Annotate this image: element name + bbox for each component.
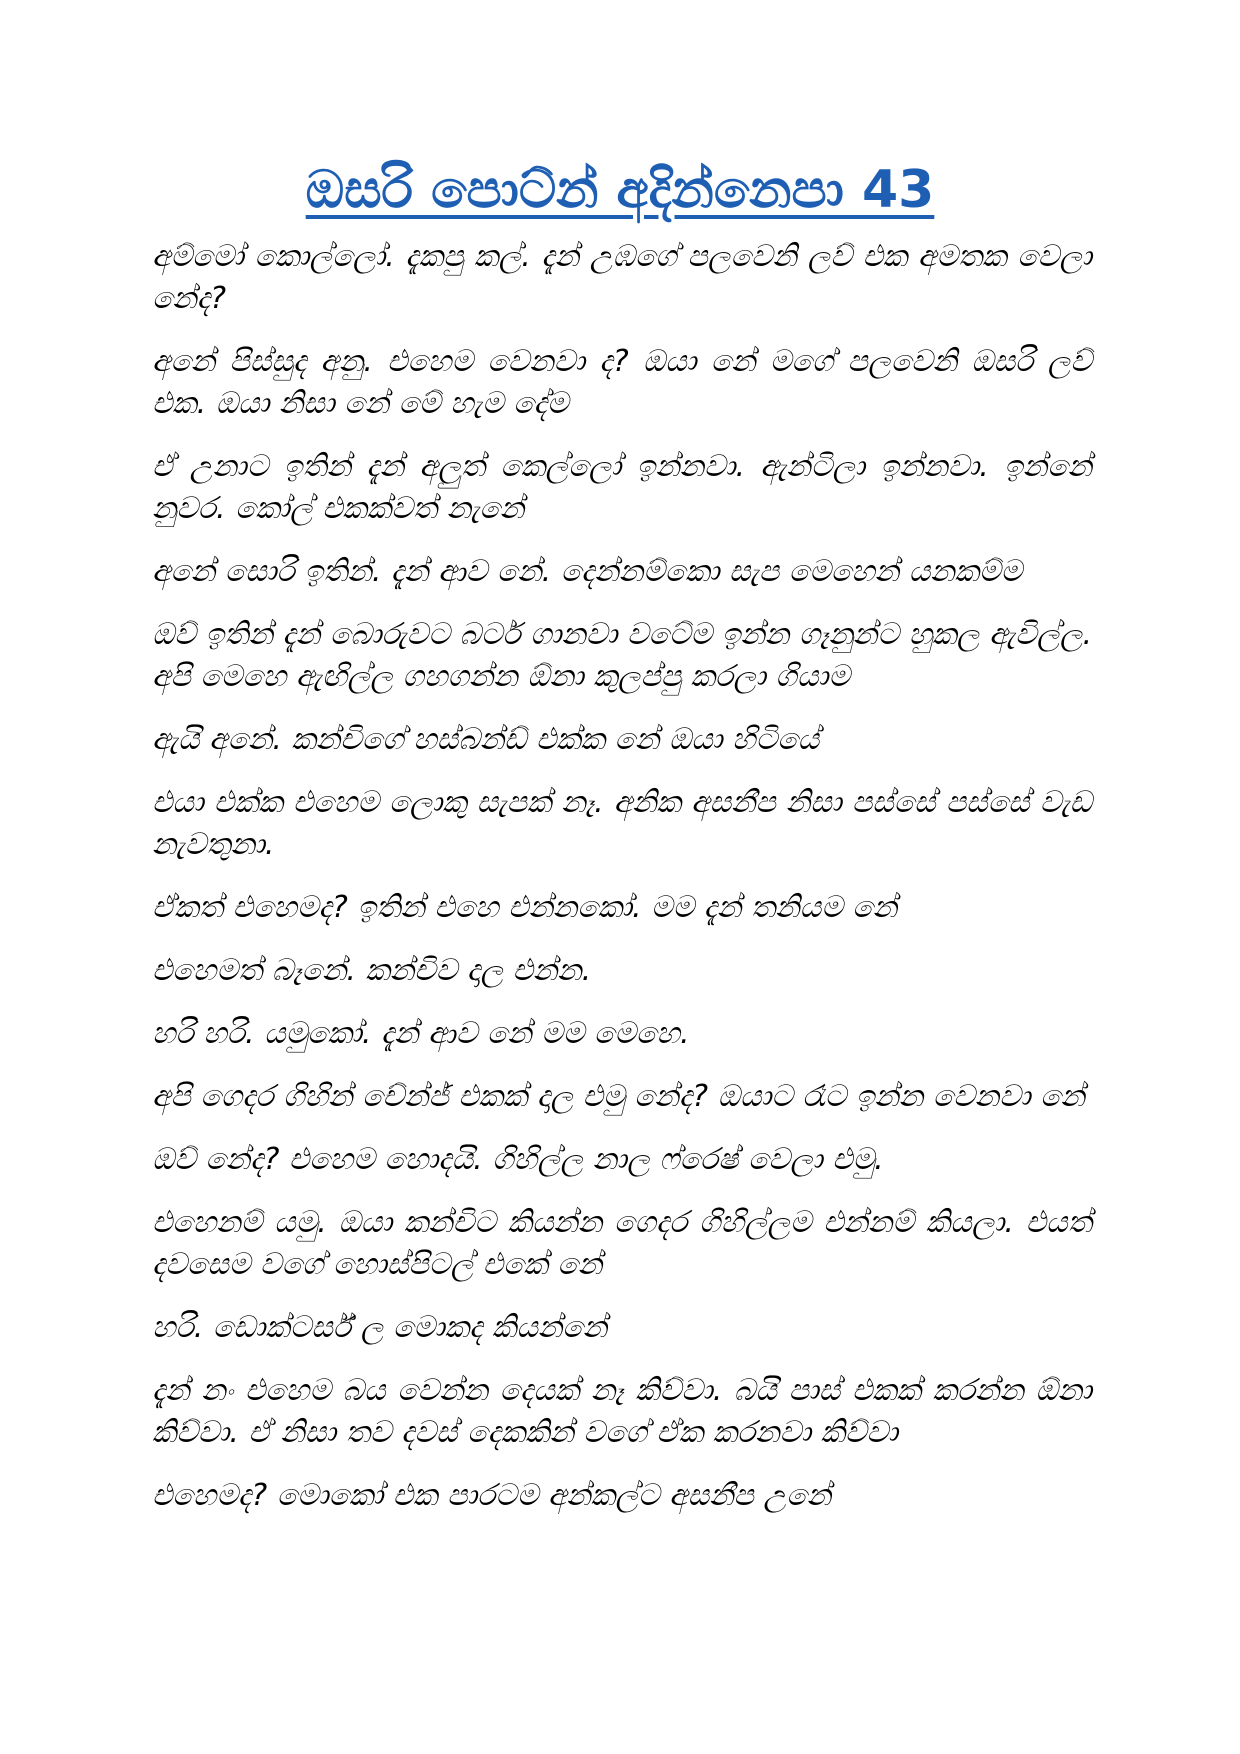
paragraph: එයා එක්ක එහෙම ලොකු සැපක් නෑ. අනික අසනීප නිසා පස්සේ පස්සේ වැඩ නැවතුනා. <box>152 785 1092 862</box>
document-body <box>152 236 1092 1538</box>
paragraph: ඇයි අනේ. කන්චිගේ හස්බන්ඩ් එක්ක නේ ඔයා හිටියේ <box>152 722 820 757</box>
paragraph: එහෙමද? මොකෝ එක පාරටම අන්කල්ට අසනීප උනේ <box>152 1478 832 1513</box>
paragraph: ඔව් ඉතින් දැන් බොරුවට බටර් ගානවා වටේම ඉන්න ගෑනුන්ට හුකල ඇවිල්ල. අපි මෙහෙ ඇඟිල්ල ගහගන්න ඕනා කුලප්පු කරලා ගියාම <box>152 617 1092 694</box>
paragraph: අනේ පිස්සුද අනු. එහෙම වෙනවා ද? ඔයා නේ මගේ පලවෙනි ඔසරි ලව් එක. ඔයා නිසා නේ මේ හැම දේම <box>152 344 1092 421</box>
paragraph: එහෙමත් බෑනේ. කන්චිව දාල එන්න. <box>152 953 592 988</box>
document-title: ඔසරි පොට්න් අදින්නෙපා 43 <box>305 160 935 220</box>
paragraph: ඔව් නේද? එහෙම හොදයි. ගිහිල්ල නාල ෆ්රෙෂ් වෙලා එමු. <box>152 1142 884 1177</box>
paragraph: හරි. ඩොක්ටර්ස් ල මොකද කියන්නේ <box>152 1310 608 1345</box>
paragraph: හරි හරි. යමුකෝ. දැන් ආව නේ මම මෙහෙ. <box>152 1016 690 1051</box>
paragraph: ඒකත් එහෙමද? ඉතින් එහෙ එන්නකෝ. මම දැන් තනියම නේ <box>152 890 898 925</box>
paragraph: අනේ සොරි ඉතින්. දැන් ආව නේ. දෙන්නම්කො සැප මෙහෙන් යනකම්ම <box>152 554 1023 589</box>
paragraph: දැන් නං එහෙම බය වෙන්න දෙයක් නෑ කිව්වා. බයි පාස් එකක් කරන්න ඕනා කිව්වා. ඒ නිසා තව දවස් දෙකකින් වගේ ඒක කරනවා කිව්වා <box>152 1373 1092 1450</box>
paragraph: ඒ උනාට ඉතින් දැන් අලුත් කෙල්ලෝ ඉන්නවා. ඇන්ටිලා ඉන්නවා. ඉන්නේ නුවර. කෝල් එකක්වත් නැනේ <box>152 449 1092 526</box>
paragraph: එහෙනම් යමු. ඔයා කන්චිට කියන්න ගෙදර ගිහිල්ලම එන්නම් කියලා. එයත් දවසෙම වගේ හොස්පිටල් එකේ නේ <box>152 1205 1092 1282</box>
paragraph: අම්මෝ කොල්ලෝ. දැකපු කල්. දැන් උඹගේ පලවෙනි ලව් එක අමතක වෙලා නේද? <box>152 239 1092 316</box>
paragraph: අපි ගෙදර ගිහින් චේන්ජ් එකක් දාල එමු නේද? ඔයාට රෑට ඉන්න වෙනවා නේ <box>152 1079 1085 1114</box>
